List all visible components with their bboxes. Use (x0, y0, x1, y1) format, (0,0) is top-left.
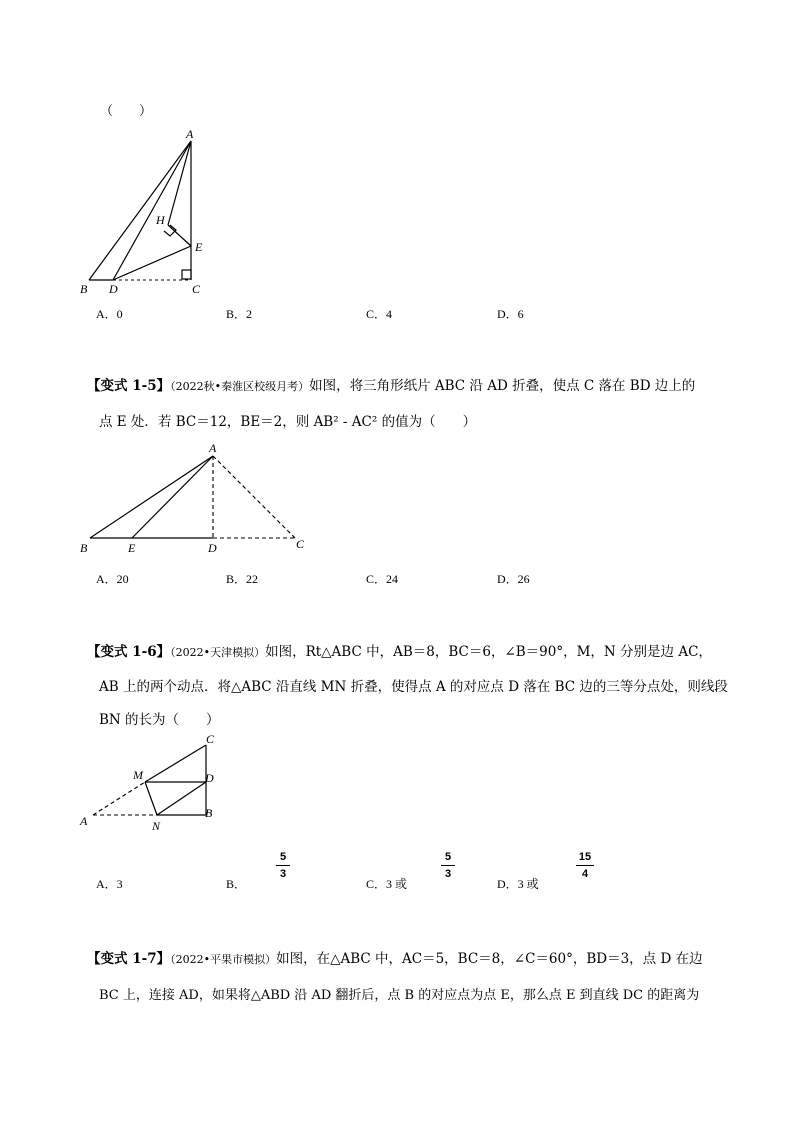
v16-text1: 如图，Rt△ABC 中，AB＝8，BC＝6，∠B＝90°，M，N 分别是边 AC， (265, 644, 712, 660)
label-H: H (156, 213, 165, 227)
v16-line2: AB 上的两个动点．将△ABC 沿直线 MN 折叠，使得点 A 的对应点 D 落在 BC 边的三等分点处，则线段 (99, 679, 728, 695)
label-D: D (109, 282, 118, 296)
fraction-b-den: 3 (279, 868, 287, 880)
label-D: D (205, 771, 214, 785)
fraction-d-num: 15 (578, 851, 592, 863)
v15-option-b[interactable]: B．22 (226, 572, 259, 586)
fraction-c (441, 851, 455, 880)
v15-option-c[interactable]: C．24 (366, 572, 399, 586)
v15-text1: 如图，将三角形纸片 ABC 沿 AD 折叠，使点 C 落在 BD 边上的 (309, 378, 696, 394)
v15-line2: 点 E 处．若 BC＝12，BE＝2，则 AB² - AC² 的值为（ ） (99, 414, 477, 430)
fig-dash-AM (93, 782, 145, 815)
v16-source: （2022•天津模拟） (170, 646, 266, 659)
top-option-d[interactable]: D．6 (497, 307, 524, 321)
label-C: C (296, 537, 305, 551)
v15-tag: 【变式 1-5】 (87, 378, 171, 394)
fraction-c-num: 5 (444, 851, 452, 863)
v15-source: （2022秋•秦淮区校级月考） (170, 380, 310, 393)
top-option-b[interactable]: B．2 (226, 307, 253, 321)
answer-paren: （ ） (100, 104, 153, 119)
v16-line3: BN 的长为（ ） (99, 712, 220, 728)
label-D: D (208, 541, 217, 555)
fraction-b (276, 851, 290, 880)
label-C: C (192, 282, 201, 296)
fraction-c-den: 3 (444, 868, 452, 880)
v16-option-c[interactable]: C．3 或 (366, 877, 408, 891)
label-C: C (206, 732, 215, 746)
v15-option-a[interactable]: A．20 (96, 572, 129, 586)
label-B: B (205, 806, 213, 820)
label-M: M (133, 768, 143, 782)
fraction-b-num: 5 (279, 851, 287, 863)
label-E: E (195, 240, 203, 254)
top-option-c[interactable]: C．4 (366, 307, 393, 321)
v17-line1 (87, 947, 703, 967)
label-B: B (80, 282, 88, 296)
fig-line-MN (145, 782, 157, 815)
v16-tag: 【变式 1-6】 (87, 644, 171, 660)
fig-line-ND (157, 782, 206, 815)
v17-text1: 如图，在△ABC 中，AC＝5，BC＝8，∠C＝60°，BD＝3，点 D 在边 (276, 951, 703, 967)
v16-option-b[interactable]: B． (226, 877, 247, 891)
v17-line2: BC 上，连接 AD，如果将△ABD 沿 AD 翻折后，点 B 的对应点为点 E，那么点 E 到直线 DC 的距离为 (99, 988, 700, 1003)
v15-option-d[interactable]: D．26 (497, 572, 530, 586)
label-A: A (80, 814, 88, 828)
v17-tag: 【变式 1-7】 (87, 951, 171, 967)
v17-source: （2022•平果市模拟） (170, 953, 277, 966)
v16-option-a[interactable]: A．3 (96, 877, 123, 891)
label-E: E (128, 541, 136, 555)
label-A: A (209, 441, 217, 455)
top-option-a[interactable]: A．0 (96, 307, 123, 321)
fraction-d-den: 4 (581, 868, 589, 880)
fig-line-CM (145, 745, 206, 782)
label-B: B (80, 541, 88, 555)
label-A: A (186, 127, 194, 141)
label-N: N (152, 819, 161, 833)
fraction-d (576, 851, 594, 880)
v16-option-d[interactable]: D．3 或 (497, 877, 539, 891)
